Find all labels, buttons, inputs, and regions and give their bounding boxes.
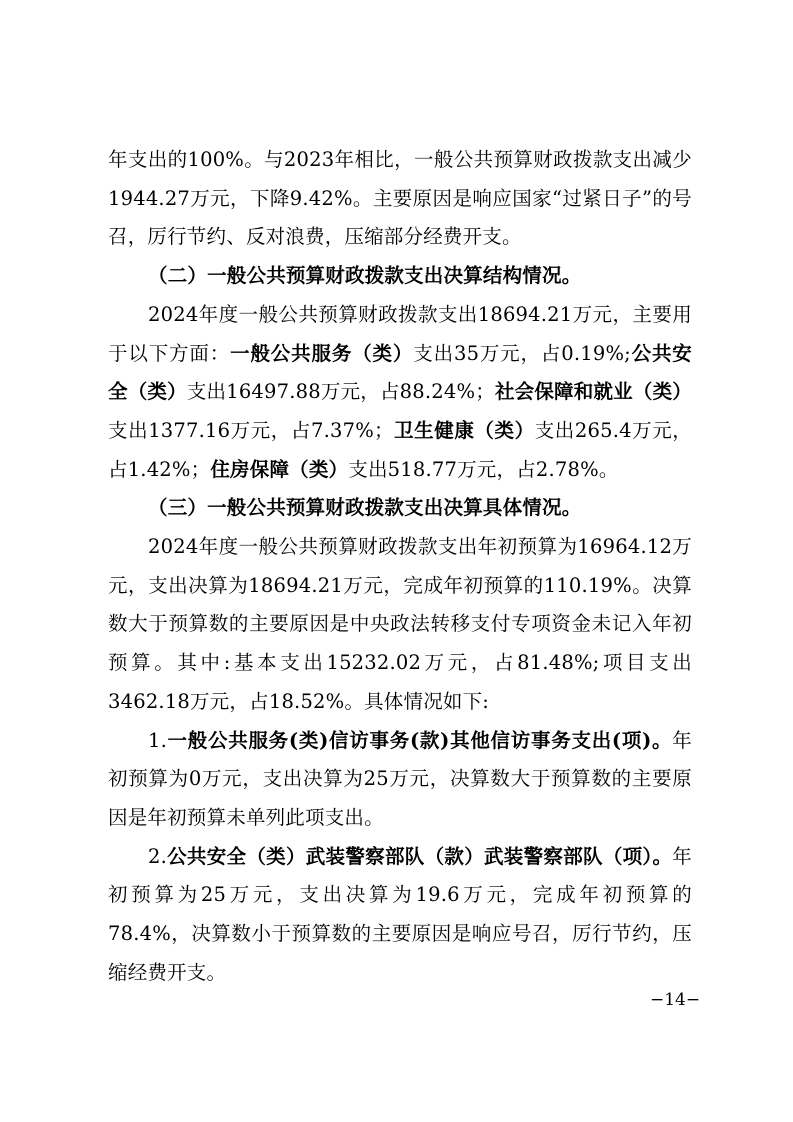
section-heading-text: （三）一般公共预算财政拨款支出决算具体情况。 xyxy=(148,496,582,520)
list-item-title: 一般公共服务(类)信访事务(款)其他信访事务支出(项)。 xyxy=(167,728,673,752)
paragraph-text: 支出35万元，占0.19%; xyxy=(413,341,631,365)
category-social-security-employment: 社会保障和就业（类） xyxy=(494,380,692,404)
paragraph-text: 年支出的100%。与2023年相比，一般公共预算财政拨款支出减少1944.27万元，下降9.42%。主要原因是响应国家“过紧日子”的号召，厉行节约、反对浪费，压缩部分经费开支。 xyxy=(108,148,692,249)
paragraph-text: 支出16497.88万元，占88.24%； xyxy=(186,380,495,404)
category-public-security: 公共安全（类） xyxy=(108,341,693,404)
paragraph-text: 2024年度一般公共预算财政拨款支出18694.21万元，主要用于以下方面： xyxy=(108,302,692,365)
list-item-text: 年初预算为25万元，支出决算为19.6万元，完成年初预算的78.4%，决算数小于预算数的主要原因是响应号召，厉行节约，压缩经费开支。 xyxy=(108,844,692,984)
section-heading-structure xyxy=(108,257,692,296)
list-item-public-security xyxy=(108,838,692,993)
list-item-general-public-services xyxy=(108,722,692,838)
paragraph-text: 2024年度一般公共预算财政拨款支出年初预算为16964.12万元，支出决算为18694.21万元，完成年初预算的110.19%。决算数大于预算数的主要原因是中央政法转移支付专项资金未记入年初预算。其中:基本支出15232.02万元，占81.48%;项目支出3462.18万元，占18.52%。具体情况如下: xyxy=(108,535,692,713)
paragraph-expenditure-comparison xyxy=(108,141,692,257)
category-health: 卫生健康（类） xyxy=(393,418,535,442)
category-housing: 住房保障（类） xyxy=(210,457,349,481)
paragraph-expenditure-structure xyxy=(108,296,692,490)
list-item-text: 年初预算为0万元，支出决算为25万元，决算数大于预算数的主要原因是年初预算未单列此项支出。 xyxy=(108,728,692,829)
document-body xyxy=(108,141,692,992)
category-general-public-services: 一般公共服务（类） xyxy=(230,341,414,365)
paragraph-text: 支出1377.16万元，占7.37%； xyxy=(108,418,394,442)
paragraph-text: 支出265.4万元，占1.42%； xyxy=(108,418,692,481)
page-number: −14− xyxy=(650,990,701,1010)
section-heading-details xyxy=(108,489,692,528)
list-item-title: 公共安全（类）武装警察部队（款）武装警察部队（项）。 xyxy=(167,844,673,868)
list-item-number: 2. xyxy=(148,844,168,868)
list-item-number: 1. xyxy=(148,728,168,752)
paragraph-text: 支出518.77万元，占2.78%。 xyxy=(348,457,619,481)
paragraph-expenditure-details xyxy=(108,528,692,722)
section-heading-text: （二）一般公共预算财政拨款支出决算结构情况。 xyxy=(148,264,582,288)
